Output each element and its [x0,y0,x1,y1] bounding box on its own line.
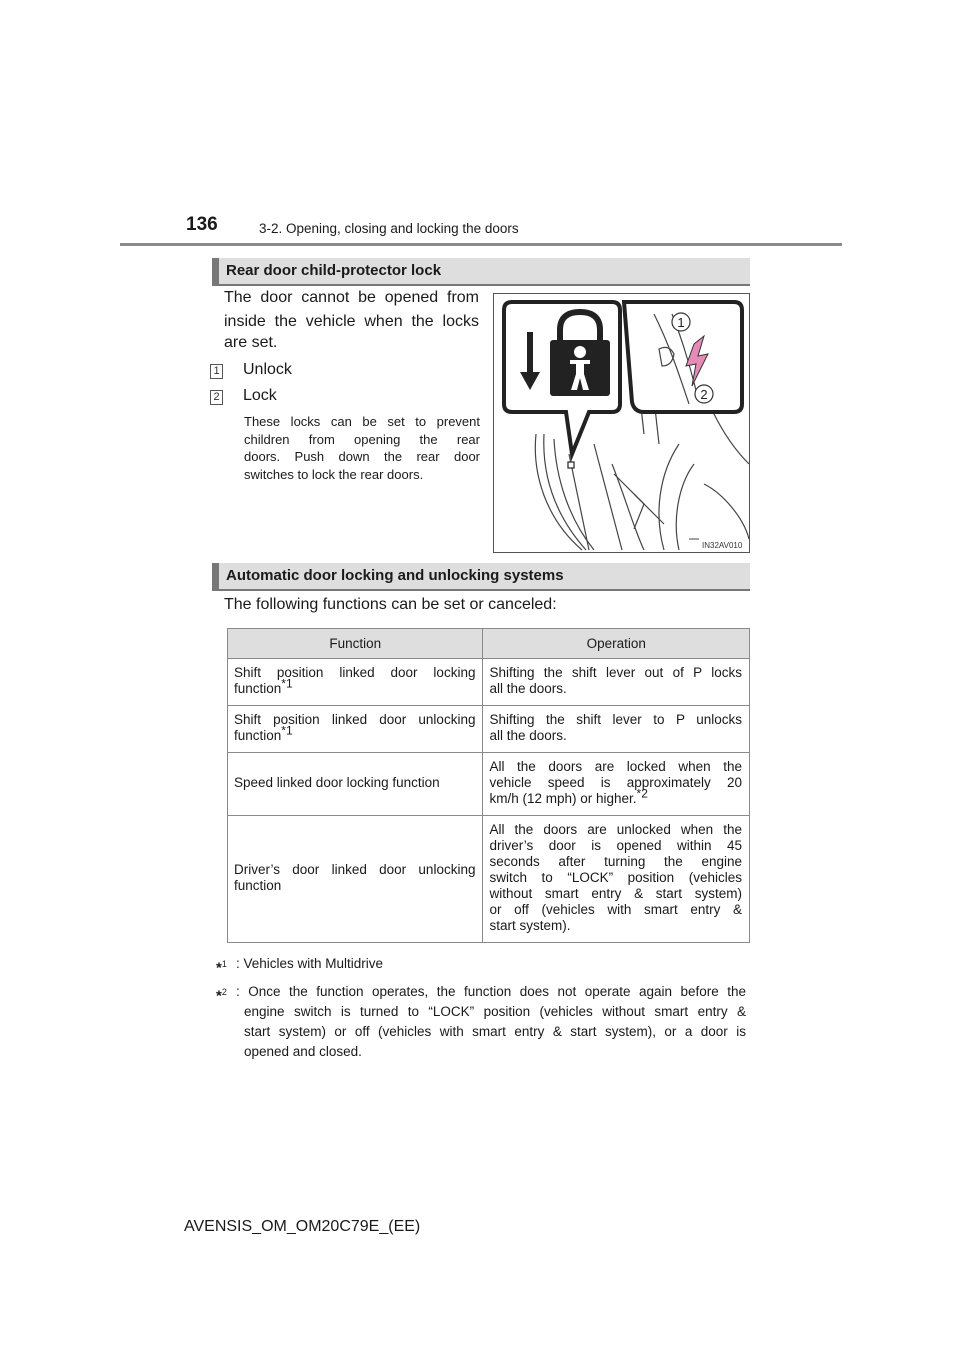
footnote-number: 1 [221,959,227,969]
footnote-text: start system) or off (vehicles with smart entry & start system), or a door is [244,1024,746,1039]
cell-text: km/h (12 mph) or higher. [489,791,637,806]
footnote-asterisk: * [216,959,222,977]
function-cell [228,659,483,706]
cell-line: or off (vehicles with smart entry & [489,902,742,917]
footnote-2 [216,982,746,1062]
heading-bar [212,258,219,286]
cell-line [234,723,475,744]
note-line: children from opening the rear [244,431,480,447]
child-lock-heading [212,258,750,286]
cell-line: Shifting the shift lever to P unlocks [489,712,742,727]
cell-line: driver’s door is opened within 45 [489,838,742,853]
header-operation: Operation [483,629,750,659]
auto-lock-heading [212,563,750,591]
operation-cell [483,753,750,816]
note-line: switches to lock the rear doors. [244,466,424,482]
heading-bar [212,563,219,591]
intro-line: inside the vehicle when the locks [224,313,479,330]
function-cell [228,753,483,816]
footnote-asterisk: * [216,987,222,1005]
table-row [228,816,750,943]
table-row [228,659,750,706]
child-lock-illustration [494,294,749,552]
table-row [228,706,750,753]
footnote-text: engine switch is turned to “LOCK” position (vehicles without smart entry & [244,1004,746,1019]
intro-line: The door cannot be opened from [224,289,479,306]
callout-1: 1 [677,315,685,330]
operation-cell [483,659,750,706]
cell-line: function [234,878,282,893]
footnote-number: 2 [221,987,227,997]
child-lock-intro [224,286,479,334]
cell-line: seconds after turning the engine [489,854,742,869]
note-line: These locks can be set to prevent [244,414,480,429]
cell-text: function [234,728,282,743]
cell-line: All the doors are locked when the [489,759,742,774]
footnote-text: opened and closed. [244,1044,362,1059]
footnote-ref: *1 [281,723,293,738]
intro-line: are set. [224,334,278,351]
note-line: doors. Push down the rear door [244,449,480,464]
footnote-marker [216,954,227,979]
item-label: Lock [243,387,277,404]
table-row [228,753,750,816]
auto-lock-heading-label: Automatic door locking and unlocking systems [226,567,564,584]
cell-line: Driver’s door linked door unlocking [234,862,476,877]
cell-line: Speed linked door locking function [234,775,440,790]
operation-cell [483,706,750,753]
table-header-row [228,629,750,659]
footnote-ref: *2 [636,786,648,801]
item-label: Unlock [243,361,292,378]
cell-line: Shifting the shift lever out of P locks [489,665,742,680]
child-lock-heading-label: Rear door child-protector lock [226,262,442,279]
footnote-text: : Vehicles with Multidrive [236,956,384,971]
section-title: 3-2. Opening, closing and locking the doors [259,221,519,236]
footnote-marker [216,982,227,1007]
cell-text: function [234,681,282,696]
cell-line: switch to “LOCK” position (vehicles [489,870,742,885]
callout-2: 2 [700,387,708,402]
item-number: 1 [210,364,223,379]
operation-cell [483,816,750,943]
item-number: 2 [210,390,223,405]
document-id: AVENSIS_OM_OM20C79E_(EE) [184,1218,421,1235]
cell-line: Shift position linked door locking [234,665,476,680]
cell-line: Shift position linked door unlocking [234,712,476,727]
footnote-ref: *1 [281,676,293,691]
function-cell [228,816,483,943]
cell-line [234,676,475,697]
footnote-text: : Once the function operates, the function does not operate again before the [236,984,746,999]
page-number: 136 [186,214,218,235]
cell-line: All the doors are unlocked when the [489,822,742,837]
function-table [227,628,750,943]
child-lock-note [244,413,480,483]
footnote-1 [216,954,746,977]
cell-line [489,786,742,807]
cell-line: vehicle speed is approximately 20 [489,775,742,790]
child-lock-figure [493,293,750,553]
figure-code: IN32AV010 [702,541,743,550]
auto-lock-lead: The following functions can be set or canceled: [224,596,557,613]
cell-line: all the doors. [489,728,567,743]
header-rule [120,243,842,246]
header-function: Function [228,629,483,659]
cell-line: without smart entry & start system) [489,886,742,901]
function-cell [228,706,483,753]
cell-line: start system). [489,918,571,933]
cell-line: all the doors. [489,681,567,696]
